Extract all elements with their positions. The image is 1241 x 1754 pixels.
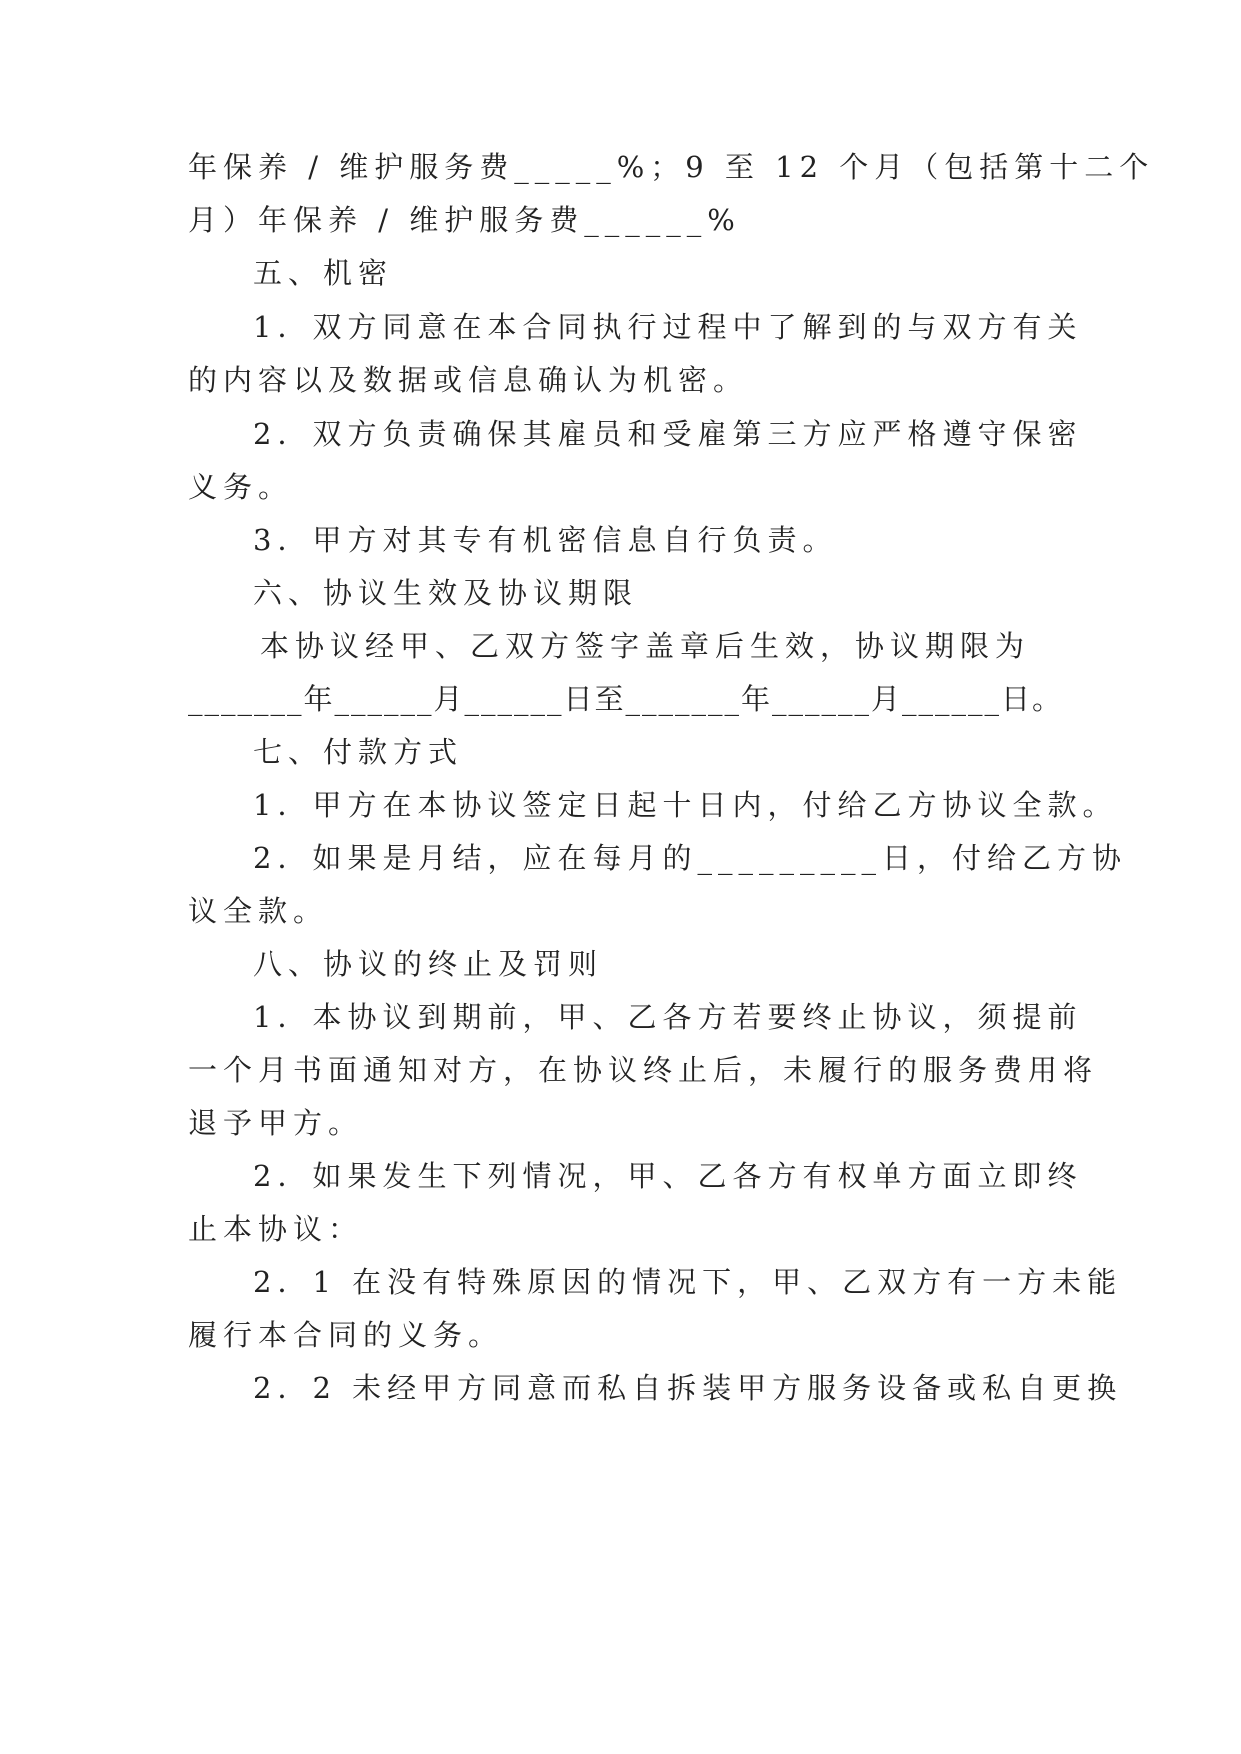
text-line: 退予甲方。 xyxy=(188,1106,364,1140)
text-line: 3．甲方对其专有机密信息自行负责。 xyxy=(253,523,838,557)
section-heading: 六、协议生效及协议期限 xyxy=(253,576,639,610)
text-line: 1．双方同意在本合同执行过程中了解到的与双方有关 xyxy=(253,310,1083,344)
text-line: 月）年保养 / 维护服务费______% xyxy=(188,203,741,237)
text-line: 2．如果发生下列情况，甲、乙各方有权单方面立即终 xyxy=(253,1159,1083,1193)
section-heading: 七、付款方式 xyxy=(253,735,464,769)
text-line: 1．甲方在本协议签定日起十日内，付给乙方协议全款。 xyxy=(253,788,1118,822)
text-line: 2．如果是月结，应在每月的_________日，付给乙方协 xyxy=(253,841,1127,875)
text-line: _______年______月______日至_______年______月______日。 xyxy=(188,682,1064,716)
text-line: 一个月书面通知对方，在协议终止后，未履行的服务费用将 xyxy=(188,1053,1099,1087)
text-line: 2．双方负责确保其雇员和受雇第三方应严格遵守保密 xyxy=(253,417,1083,451)
section-heading: 八、协议的终止及罚则 xyxy=(253,947,604,981)
text-line: 履行本合同的义务。 xyxy=(188,1318,504,1352)
text-line: 1．本协议到期前，甲、乙各方若要终止协议，须提前 xyxy=(253,1000,1083,1034)
text-line: 义务。 xyxy=(188,470,294,504)
text-line: 年保养 / 维护服务费_____%；9 至 12 个月（包括第十二个 xyxy=(188,150,1155,184)
text-line: 2．1 在没有特殊原因的情况下，甲、乙双方有一方未能 xyxy=(253,1265,1123,1299)
section-heading: 五、机密 xyxy=(253,256,394,290)
text-line: 止本协议： xyxy=(188,1212,364,1246)
text-line: 2．2 未经甲方同意而私自拆装甲方服务设备或私自更换 xyxy=(253,1371,1123,1405)
text-line: 的内容以及数据或信息确认为机密。 xyxy=(188,363,749,397)
text-line: 本协议经甲、乙双方签字盖章后生效，协议期限为 xyxy=(260,629,1031,663)
text-line: 议全款。 xyxy=(188,894,329,928)
